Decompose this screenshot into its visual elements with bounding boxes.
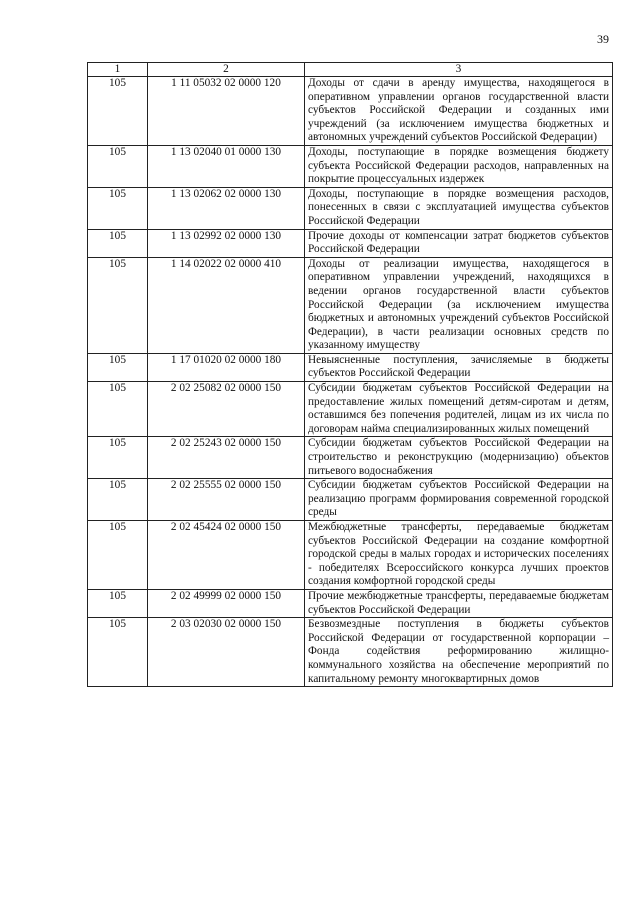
- admin-code-cell: 105: [88, 589, 148, 617]
- income-code-cell: 1 14 02022 02 0000 410: [148, 257, 305, 353]
- income-name-cell: Субсидии бюджетам субъектов Российской Федерации на строительство и реконструкцию (модернизацию) объектов питьевого водоснабжения: [305, 437, 613, 479]
- admin-code-cell: 105: [88, 257, 148, 353]
- income-name-cell: Невыясненные поступления, зачисляемые в бюджеты субъектов Российской Федерации: [305, 353, 613, 381]
- admin-code-cell: 105: [88, 437, 148, 479]
- income-name-cell: Прочие доходы от компенсации затрат бюджетов субъектов Российской Федерации: [305, 229, 613, 257]
- header-col-1: 1: [88, 63, 148, 77]
- income-code-cell: 1 13 02062 02 0000 130: [148, 187, 305, 229]
- header-col-3: 3: [305, 63, 613, 77]
- table-row: [88, 589, 613, 617]
- table-row: [88, 382, 613, 437]
- income-code-cell: 2 03 02030 02 0000 150: [148, 618, 305, 687]
- admin-code-cell: 105: [88, 521, 148, 590]
- admin-code-cell: 105: [88, 229, 148, 257]
- income-code-cell: 1 11 05032 02 0000 120: [148, 77, 305, 146]
- admin-code-cell: 105: [88, 187, 148, 229]
- income-code-cell: 2 02 25243 02 0000 150: [148, 437, 305, 479]
- income-name-cell: Доходы, поступающие в порядке возмещения бюджету субъекта Российской Федерации расходов, направленных на покрытие процессуальных издержек: [305, 145, 613, 187]
- table-header: [88, 63, 613, 77]
- income-code-cell: 1 13 02040 01 0000 130: [148, 145, 305, 187]
- income-code-cell: 1 13 02992 02 0000 130: [148, 229, 305, 257]
- income-name-cell: Прочие межбюджетные трансферты, передаваемые бюджетам субъектов Российской Федерации: [305, 589, 613, 617]
- table-row: [88, 353, 613, 381]
- income-code-cell: 2 02 25555 02 0000 150: [148, 479, 305, 521]
- income-code-cell: 1 17 01020 02 0000 180: [148, 353, 305, 381]
- admin-code-cell: 105: [88, 77, 148, 146]
- table-row: [88, 437, 613, 479]
- table-row: [88, 521, 613, 590]
- income-name-cell: Доходы от реализации имущества, находящегося в оперативном управлении учреждений, находящихся в ведении органов государственной власти субъектов Российской Федерации (за исключением имущества бюджетных и автономных учреждений субъектов Российской Федерации), в части реализации основных средств по указанному имуществу: [305, 257, 613, 353]
- admin-code-cell: 105: [88, 353, 148, 381]
- page-number: 39: [597, 32, 609, 46]
- income-name-cell: Межбюджетные трансферты, передаваемые бюджетам субъектов Российской Федерации на создание комфортной городской среды в малых городах и исторических поселениях - победителях Всероссийского конкурса лучших проектов создания комфортной городской среды: [305, 521, 613, 590]
- table-row: [88, 618, 613, 687]
- table-row: [88, 145, 613, 187]
- income-code-cell: 2 02 45424 02 0000 150: [148, 521, 305, 590]
- income-name-cell: Безвозмездные поступления в бюджеты субъектов Российской Федерации от государственной корпорации – Фонда содействия реформированию жилищно-коммунального хозяйства на обеспечение мероприятий по капитальному ремонту многоквартирных домов: [305, 618, 613, 687]
- income-name-cell: Субсидии бюджетам субъектов Российской Федерации на реализацию программ формирования современной городской среды: [305, 479, 613, 521]
- budget-codes-table: [87, 62, 613, 687]
- income-name-cell: Субсидии бюджетам субъектов Российской Федерации на предоставление жилых помещений детям-сиротам и детям, оставшимся без попечения родителей, лицам из их числа по договорам найма специализированных жилых помещений: [305, 382, 613, 437]
- table-row: [88, 229, 613, 257]
- income-name-cell: Доходы от сдачи в аренду имущества, находящегося в оперативном управлении органов государственной власти субъектов Российской Федерации и созданных ими учреждений (за исключением имущества бюджетных и автономных учреждений субъектов Российской Федерации): [305, 77, 613, 146]
- table-row: [88, 479, 613, 521]
- table-body: [88, 77, 613, 687]
- table-row: [88, 187, 613, 229]
- admin-code-cell: 105: [88, 479, 148, 521]
- income-code-cell: 2 02 49999 02 0000 150: [148, 589, 305, 617]
- table-row: [88, 257, 613, 353]
- table-row: [88, 77, 613, 146]
- income-code-cell: 2 02 25082 02 0000 150: [148, 382, 305, 437]
- admin-code-cell: 105: [88, 145, 148, 187]
- header-row: [88, 63, 613, 77]
- admin-code-cell: 105: [88, 382, 148, 437]
- admin-code-cell: 105: [88, 618, 148, 687]
- income-name-cell: Доходы, поступающие в порядке возмещения расходов, понесенных в связи с эксплуатацией имущества субъектов Российской Федерации: [305, 187, 613, 229]
- header-col-2: 2: [148, 63, 305, 77]
